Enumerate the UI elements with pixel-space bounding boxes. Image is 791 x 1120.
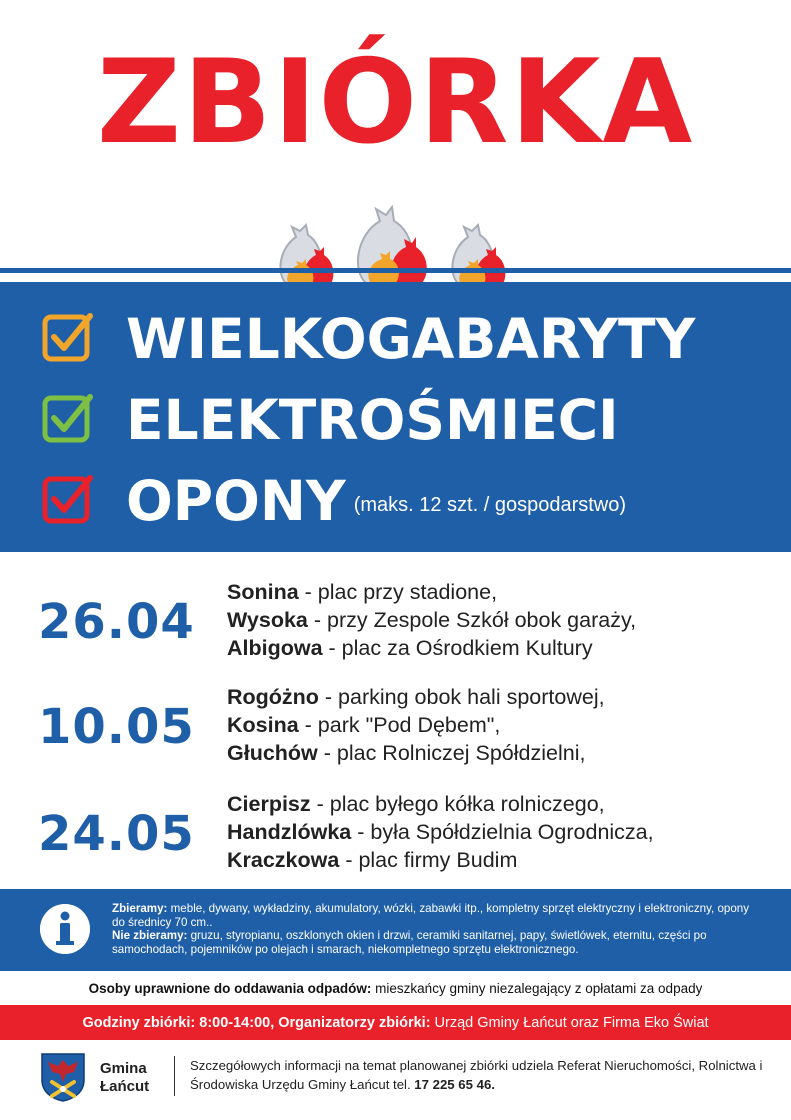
location-item: Handzlówka - była Spółdzielnia Ogrodnicza, [227,820,654,844]
bag-group-left [280,225,333,287]
categories-band [0,282,791,552]
category-label: ELEKTROŚMIECI [126,388,619,452]
checkbox-checked-icon [42,391,96,445]
location-item: Głuchów - plac Rolniczej Spółdzielni, [227,741,586,765]
schedule-entry [0,683,791,783]
checkbox-checked-icon [42,472,96,526]
location-list [227,683,605,767]
bag-group-center [358,207,427,285]
municipality-name: Gmina Łańcut [100,1060,150,1095]
coat-of-arms-logo [40,1052,86,1102]
checkbox-checked-icon [42,310,96,364]
waste-bags-illustration [268,205,528,287]
collection-date: 10.05 [38,699,195,755]
not-collected-items: Nie zbieramy: gruzu, styropianu, oszklonych okien i drzwi, ceramiki sanitarnej, papy, świetlówek, eternitu, części po samochodach, pojemników po olejach i smarach, niekompletnego sprzętu elektronicznego. [112,929,707,956]
collection-date: 26.04 [38,594,195,650]
eligible-persons: Osoby uprawnione do oddawania odpadów: mieszkańcy gminy niezalegający z opłatami za odpady [88,981,703,996]
category-row [0,459,791,539]
location-list [227,790,654,874]
location-item: Kraczkowa - plac firmy Budim [227,848,518,872]
phone-number: 17 225 65 46 [414,1077,492,1092]
schedule-entry [0,790,791,890]
location-item: Albigowa - plac za Ośrodkiem Kultury [227,636,593,660]
location-item: Kosina - park "Pod Dębem", [227,713,501,737]
location-item: Rogóżno - parking obok hali sportowej, [227,685,605,709]
info-text [112,902,762,956]
top-stripe [0,268,791,273]
collection-date: 24.05 [38,806,195,862]
footer-divider [174,1056,175,1096]
location-list [227,578,636,662]
category-row [0,297,791,377]
category-label: WIELKOGABARYTY [126,307,696,371]
schedule-entry [0,578,791,678]
location-item: Wysoka - przy Zespole Szkół obok garaży, [227,608,637,632]
footer-contact-info: Szczegółowych informacji na temat planowanej zbiórki udziela Referat Nieruchomości, Rolnictwa i Środowiska Urzędu Gminy Łańcut tel. 17 225 65 46. [190,1058,763,1092]
collection-hours: Godziny zbiórki: 8:00-14:00, Organizatorzy zbiórki: Urząd Gminy Łańcut oraz Firma Eko Świat [82,1015,709,1031]
category-label: OPONY (maks. 12 szt. / gospodarstwo) [126,469,627,533]
info-icon [40,904,90,954]
page-title: ZBIÓRKA [96,35,695,170]
location-item: Sonina - plac przy stadione, [227,580,498,604]
collected-items: Zbieramy: meble, dywany, wykładziny, akumulatory, wózki, zabawki itp., kompletny sprzęt elektryczny i elektroniczny, opony do średnicy 70 cm.. [112,902,750,929]
bag-group-right [452,225,505,287]
location-item: Cierpisz - plac byłego kółka rolniczego, [227,792,605,816]
category-row [0,378,791,458]
category-note: (maks. 12 szt. / gospodarstwo) [353,493,627,516]
